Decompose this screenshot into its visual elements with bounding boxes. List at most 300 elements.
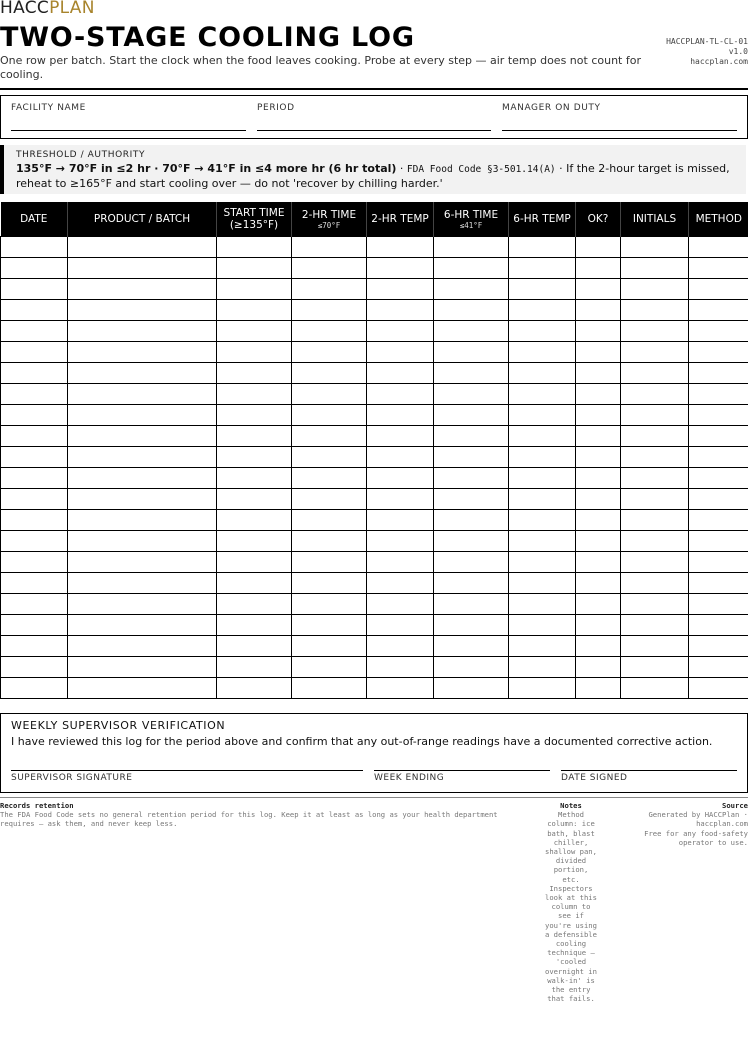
table-cell[interactable] xyxy=(689,279,748,300)
table-cell[interactable] xyxy=(689,657,748,678)
column-header xyxy=(576,202,621,237)
table-cell[interactable] xyxy=(1,342,68,363)
table-cell[interactable] xyxy=(689,258,748,279)
column-header-label: OK? xyxy=(587,213,609,225)
table-cell[interactable] xyxy=(68,405,217,426)
table-cell[interactable] xyxy=(621,384,689,405)
table-cell[interactable] xyxy=(689,636,748,657)
table-cell[interactable] xyxy=(434,573,509,594)
table-cell[interactable] xyxy=(367,468,434,489)
table-cell[interactable] xyxy=(367,426,434,447)
table-cell[interactable] xyxy=(509,636,576,657)
threshold-separator: · xyxy=(396,162,407,175)
table-cell[interactable] xyxy=(1,573,68,594)
table-cell[interactable] xyxy=(217,552,292,573)
table-cell[interactable] xyxy=(509,279,576,300)
table-row xyxy=(1,279,748,300)
table-cell[interactable] xyxy=(621,510,689,531)
notes-title: Notes xyxy=(560,801,582,810)
table-cell[interactable] xyxy=(367,405,434,426)
table-cell[interactable] xyxy=(292,258,367,279)
table-cell[interactable] xyxy=(434,468,509,489)
table-cell[interactable] xyxy=(217,342,292,363)
threshold-rule: 135°F → 70°F in ≤2 hr · 70°F → 41°F in ≤4 more hr (6 hr total) xyxy=(16,162,397,175)
table-row xyxy=(1,636,748,657)
table-cell[interactable] xyxy=(621,468,689,489)
table-row xyxy=(1,573,748,594)
table-cell[interactable] xyxy=(576,300,621,321)
table-cell[interactable] xyxy=(621,615,689,636)
table-cell[interactable] xyxy=(509,258,576,279)
table-cell[interactable] xyxy=(576,447,621,468)
table-cell[interactable] xyxy=(367,510,434,531)
verification-title: WEEKLY SUPERVISOR VERIFICATION xyxy=(11,719,226,732)
manager-field[interactable] xyxy=(502,96,737,138)
table-cell[interactable] xyxy=(292,405,367,426)
table-cell[interactable] xyxy=(576,510,621,531)
table-cell[interactable] xyxy=(576,657,621,678)
table-cell[interactable] xyxy=(509,510,576,531)
column-header xyxy=(509,202,576,237)
table-row xyxy=(1,594,748,615)
column-header xyxy=(217,202,292,237)
cooling-log-table-wrapper xyxy=(0,202,748,699)
period-line xyxy=(257,130,491,131)
table-cell[interactable] xyxy=(576,552,621,573)
period-label: PERIOD xyxy=(257,103,295,113)
table-cell[interactable] xyxy=(576,636,621,657)
table-cell[interactable] xyxy=(509,321,576,342)
table-cell[interactable] xyxy=(434,615,509,636)
table-cell[interactable] xyxy=(367,342,434,363)
table-cell[interactable] xyxy=(1,552,68,573)
table-cell[interactable] xyxy=(434,300,509,321)
table-cell[interactable] xyxy=(367,363,434,384)
table-cell[interactable] xyxy=(217,258,292,279)
table-cell[interactable] xyxy=(621,321,689,342)
table-cell[interactable] xyxy=(217,678,292,699)
table-cell[interactable] xyxy=(1,468,68,489)
column-header-label: 2-HR TEMP xyxy=(371,213,429,225)
table-cell[interactable] xyxy=(217,636,292,657)
table-cell[interactable] xyxy=(434,363,509,384)
table-cell[interactable] xyxy=(217,531,292,552)
table-cell[interactable] xyxy=(434,321,509,342)
facility-name-label: FACILITY NAME xyxy=(11,103,86,113)
table-cell[interactable] xyxy=(1,657,68,678)
table-cell[interactable] xyxy=(217,489,292,510)
retention-title: Records retention xyxy=(0,801,74,810)
table-cell[interactable] xyxy=(367,636,434,657)
table-cell[interactable] xyxy=(576,363,621,384)
table-cell[interactable] xyxy=(367,678,434,699)
table-cell[interactable] xyxy=(68,426,217,447)
table-cell[interactable] xyxy=(434,636,509,657)
table-row xyxy=(1,510,748,531)
week-ending-field[interactable] xyxy=(374,770,550,790)
table-cell[interactable] xyxy=(689,594,748,615)
table-row xyxy=(1,531,748,552)
table-cell[interactable] xyxy=(1,615,68,636)
column-header xyxy=(367,202,434,237)
table-cell[interactable] xyxy=(689,678,748,699)
table-cell[interactable] xyxy=(1,405,68,426)
document-meta xyxy=(648,37,748,67)
table-cell[interactable] xyxy=(1,636,68,657)
table-cell[interactable] xyxy=(689,468,748,489)
table-cell[interactable] xyxy=(576,258,621,279)
table-cell[interactable] xyxy=(689,489,748,510)
table-body xyxy=(1,237,748,699)
table-cell[interactable] xyxy=(292,342,367,363)
table-cell[interactable] xyxy=(217,363,292,384)
table-cell[interactable] xyxy=(292,447,367,468)
table-cell[interactable] xyxy=(576,321,621,342)
threshold-callout xyxy=(0,145,746,194)
table-cell[interactable] xyxy=(1,300,68,321)
table-cell[interactable] xyxy=(576,237,621,258)
source-text-2: Free for any food-safety operator to use. xyxy=(644,828,748,847)
table-cell[interactable] xyxy=(68,510,217,531)
table-cell[interactable] xyxy=(434,510,509,531)
table-cell[interactable] xyxy=(434,405,509,426)
table-cell[interactable] xyxy=(68,258,217,279)
table-cell[interactable] xyxy=(217,405,292,426)
table-cell[interactable] xyxy=(292,636,367,657)
table-cell[interactable] xyxy=(509,426,576,447)
table-cell[interactable] xyxy=(68,384,217,405)
table-cell[interactable] xyxy=(217,447,292,468)
table-cell[interactable] xyxy=(621,363,689,384)
table-cell[interactable] xyxy=(68,636,217,657)
table-row xyxy=(1,426,748,447)
table-cell[interactable] xyxy=(68,552,217,573)
table-cell[interactable] xyxy=(367,531,434,552)
table-cell[interactable] xyxy=(689,342,748,363)
period-field[interactable] xyxy=(257,96,491,138)
table-cell[interactable] xyxy=(689,237,748,258)
table-cell[interactable] xyxy=(217,300,292,321)
table-cell[interactable] xyxy=(576,615,621,636)
table-cell[interactable] xyxy=(509,300,576,321)
table-cell[interactable] xyxy=(68,279,217,300)
table-cell[interactable] xyxy=(434,552,509,573)
table-cell[interactable] xyxy=(576,678,621,699)
table-cell[interactable] xyxy=(292,510,367,531)
signature-line xyxy=(11,770,363,771)
column-header xyxy=(434,202,509,237)
table-cell[interactable] xyxy=(689,321,748,342)
facility-name-line xyxy=(11,130,246,131)
source-text: Generated by HACCPlan · haccplan.com xyxy=(648,810,748,829)
table-cell[interactable] xyxy=(68,321,217,342)
column-header xyxy=(621,202,689,237)
table-cell[interactable] xyxy=(217,594,292,615)
table-cell[interactable] xyxy=(509,468,576,489)
table-cell[interactable] xyxy=(217,468,292,489)
table-cell[interactable] xyxy=(509,678,576,699)
table-cell[interactable] xyxy=(689,447,748,468)
table-cell[interactable] xyxy=(68,468,217,489)
threshold-text xyxy=(16,162,746,191)
table-cell[interactable] xyxy=(1,447,68,468)
table-cell[interactable] xyxy=(509,489,576,510)
table-cell[interactable] xyxy=(68,615,217,636)
table-cell[interactable] xyxy=(576,531,621,552)
table-cell[interactable] xyxy=(576,342,621,363)
table-cell[interactable] xyxy=(1,279,68,300)
table-cell[interactable] xyxy=(434,594,509,615)
table-cell[interactable] xyxy=(68,678,217,699)
table-cell[interactable] xyxy=(68,594,217,615)
table-cell[interactable] xyxy=(576,489,621,510)
table-cell[interactable] xyxy=(68,447,217,468)
table-cell[interactable] xyxy=(621,573,689,594)
table-cell[interactable] xyxy=(217,279,292,300)
table-cell[interactable] xyxy=(621,489,689,510)
table-cell[interactable] xyxy=(68,573,217,594)
table-cell[interactable] xyxy=(217,426,292,447)
table-cell[interactable] xyxy=(509,552,576,573)
table-cell[interactable] xyxy=(509,615,576,636)
footer-notes xyxy=(545,801,597,1003)
column-header xyxy=(68,202,217,237)
table-cell[interactable] xyxy=(367,615,434,636)
table-cell[interactable] xyxy=(68,531,217,552)
table-cell[interactable] xyxy=(68,657,217,678)
table-row xyxy=(1,447,748,468)
table-cell[interactable] xyxy=(509,342,576,363)
table-cell[interactable] xyxy=(621,237,689,258)
table-cell[interactable] xyxy=(367,573,434,594)
threshold-citation: FDA Food Code §3-501.14(A) xyxy=(406,164,556,175)
table-cell[interactable] xyxy=(1,258,68,279)
table-cell[interactable] xyxy=(217,384,292,405)
table-cell[interactable] xyxy=(292,678,367,699)
table-cell[interactable] xyxy=(576,279,621,300)
table-cell[interactable] xyxy=(292,237,367,258)
column-header xyxy=(1,202,68,237)
table-cell[interactable] xyxy=(292,279,367,300)
table-cell[interactable] xyxy=(621,657,689,678)
table-cell[interactable] xyxy=(434,489,509,510)
table-cell[interactable] xyxy=(367,321,434,342)
table-cell[interactable] xyxy=(292,489,367,510)
retention-text: The FDA Food Code sets no general retention period for this log. Keep it at least as long as your health department requires — ask them, and never keep less. xyxy=(0,810,498,829)
table-cell[interactable] xyxy=(292,594,367,615)
table-cell[interactable] xyxy=(434,237,509,258)
table-cell[interactable] xyxy=(367,594,434,615)
table-row xyxy=(1,321,748,342)
table-cell[interactable] xyxy=(68,342,217,363)
table-cell[interactable] xyxy=(1,363,68,384)
table-cell[interactable] xyxy=(621,405,689,426)
threshold-label: THRESHOLD / AUTHORITY xyxy=(16,150,146,160)
table-cell[interactable] xyxy=(576,384,621,405)
table-cell[interactable] xyxy=(509,594,576,615)
table-cell[interactable] xyxy=(292,384,367,405)
table-cell[interactable] xyxy=(292,300,367,321)
table-cell[interactable] xyxy=(689,384,748,405)
table-cell[interactable] xyxy=(509,405,576,426)
table-cell[interactable] xyxy=(217,321,292,342)
table-cell[interactable] xyxy=(1,489,68,510)
table-cell[interactable] xyxy=(621,426,689,447)
week-ending-line xyxy=(374,770,550,771)
column-header-label: INITIALS xyxy=(632,213,677,225)
table-cell[interactable] xyxy=(621,678,689,699)
footer-divider xyxy=(0,797,748,798)
table-cell[interactable] xyxy=(1,510,68,531)
table-cell[interactable] xyxy=(689,510,748,531)
table-row xyxy=(1,237,748,258)
table-cell[interactable] xyxy=(292,615,367,636)
table-cell[interactable] xyxy=(217,615,292,636)
notes-text: Method column: ice bath, blast chiller, shallow pan, divided portion, etc. Inspectors look at this column to see if you're using a defensible cooling technique — 'cooled overnight in walk-in' is the entry that fails. xyxy=(545,810,597,1004)
table-cell[interactable] xyxy=(367,300,434,321)
table-cell[interactable] xyxy=(217,657,292,678)
table-cell[interactable] xyxy=(68,363,217,384)
date-signed-label: DATE SIGNED xyxy=(561,773,628,783)
table-cell[interactable] xyxy=(689,531,748,552)
table-cell[interactable] xyxy=(434,279,509,300)
table-row xyxy=(1,552,748,573)
manager-label: MANAGER ON DUTY xyxy=(502,103,601,113)
table-cell[interactable] xyxy=(576,426,621,447)
table-cell[interactable] xyxy=(509,363,576,384)
table-cell[interactable] xyxy=(434,531,509,552)
column-header xyxy=(689,202,748,237)
page-title: TWO-STAGE COOLING LOG xyxy=(0,22,415,53)
table-cell[interactable] xyxy=(367,657,434,678)
table-cell[interactable] xyxy=(509,237,576,258)
document-version: v1.0 xyxy=(728,47,748,56)
table-cell[interactable] xyxy=(1,678,68,699)
source-title: Source xyxy=(722,801,748,810)
table-cell[interactable] xyxy=(292,657,367,678)
table-cell[interactable] xyxy=(689,573,748,594)
week-ending-label: WEEK ENDING xyxy=(374,773,445,783)
table-cell[interactable] xyxy=(576,405,621,426)
table-cell[interactable] xyxy=(217,573,292,594)
table-cell[interactable] xyxy=(68,237,217,258)
brand-logo xyxy=(0,0,95,18)
supervisor-verification-box xyxy=(0,713,748,793)
table-cell[interactable] xyxy=(1,426,68,447)
table-cell[interactable] xyxy=(434,384,509,405)
table-cell[interactable] xyxy=(292,363,367,384)
column-header-threshold: ≤41°F xyxy=(459,220,483,230)
table-cell[interactable] xyxy=(621,342,689,363)
table-cell[interactable] xyxy=(621,531,689,552)
verification-statement: I have reviewed this log for the period above and confirm that any out-of-range readings have a documented corrective action. xyxy=(11,735,713,748)
table-row xyxy=(1,468,748,489)
table-cell[interactable] xyxy=(689,552,748,573)
table-cell[interactable] xyxy=(689,615,748,636)
cooling-log-table xyxy=(0,202,748,699)
document-id: HACCPLAN-TL-CL-01 xyxy=(666,37,748,46)
table-row xyxy=(1,384,748,405)
table-cell[interactable] xyxy=(292,531,367,552)
table-cell[interactable] xyxy=(689,300,748,321)
table-cell[interactable] xyxy=(689,363,748,384)
table-cell[interactable] xyxy=(367,279,434,300)
column-header xyxy=(292,202,367,237)
table-cell[interactable] xyxy=(509,531,576,552)
table-cell[interactable] xyxy=(689,426,748,447)
table-cell[interactable] xyxy=(367,489,434,510)
footer-retention xyxy=(0,801,520,829)
table-cell[interactable] xyxy=(434,657,509,678)
table-cell[interactable] xyxy=(292,321,367,342)
table-row xyxy=(1,657,748,678)
table-cell[interactable] xyxy=(1,384,68,405)
table-cell[interactable] xyxy=(621,636,689,657)
table-cell[interactable] xyxy=(576,594,621,615)
table-cell[interactable] xyxy=(217,510,292,531)
table-cell[interactable] xyxy=(367,552,434,573)
table-cell[interactable] xyxy=(434,447,509,468)
table-cell[interactable] xyxy=(1,594,68,615)
table-cell[interactable] xyxy=(621,300,689,321)
column-header-threshold: ≤70°F xyxy=(317,220,341,230)
table-cell[interactable] xyxy=(367,384,434,405)
threshold-note: · If the 2-hour target is missed, reheat to ≥165°F and start cooling over — do not 'recover by chilling harder.' xyxy=(16,162,730,190)
table-cell[interactable] xyxy=(621,552,689,573)
table-cell[interactable] xyxy=(367,447,434,468)
column-header-label: PRODUCT / BATCH xyxy=(93,213,191,225)
facility-info-box xyxy=(0,95,748,139)
table-cell[interactable] xyxy=(1,321,68,342)
table-cell[interactable] xyxy=(292,426,367,447)
table-row xyxy=(1,615,748,636)
table-cell[interactable] xyxy=(621,258,689,279)
table-cell[interactable] xyxy=(1,531,68,552)
supervisor-signature-field[interactable] xyxy=(11,770,363,790)
table-cell[interactable] xyxy=(292,468,367,489)
table-cell[interactable] xyxy=(621,279,689,300)
column-header-label: START TIME (≥135°F) xyxy=(223,207,285,231)
table-cell[interactable] xyxy=(1,237,68,258)
facility-name-field[interactable] xyxy=(11,96,246,138)
table-cell[interactable] xyxy=(68,489,217,510)
table-cell[interactable] xyxy=(576,468,621,489)
table-cell[interactable] xyxy=(621,594,689,615)
table-cell[interactable] xyxy=(434,678,509,699)
table-cell[interactable] xyxy=(509,657,576,678)
footer-source xyxy=(638,801,748,847)
table-cell[interactable] xyxy=(509,573,576,594)
table-cell[interactable] xyxy=(509,384,576,405)
table-cell[interactable] xyxy=(689,405,748,426)
column-header-label: DATE xyxy=(20,213,48,225)
date-signed-field[interactable] xyxy=(561,770,737,790)
table-cell[interactable] xyxy=(367,237,434,258)
table-cell[interactable] xyxy=(434,426,509,447)
table-cell[interactable] xyxy=(217,237,292,258)
table-cell[interactable] xyxy=(292,552,367,573)
table-cell[interactable] xyxy=(434,342,509,363)
brand-logo-part-1: HACC xyxy=(0,0,50,18)
table-cell[interactable] xyxy=(576,573,621,594)
table-header-row xyxy=(1,202,748,237)
table-cell[interactable] xyxy=(292,573,367,594)
table-cell[interactable] xyxy=(621,447,689,468)
table-cell[interactable] xyxy=(509,447,576,468)
table-cell[interactable] xyxy=(434,258,509,279)
table-cell[interactable] xyxy=(68,300,217,321)
table-cell[interactable] xyxy=(367,258,434,279)
